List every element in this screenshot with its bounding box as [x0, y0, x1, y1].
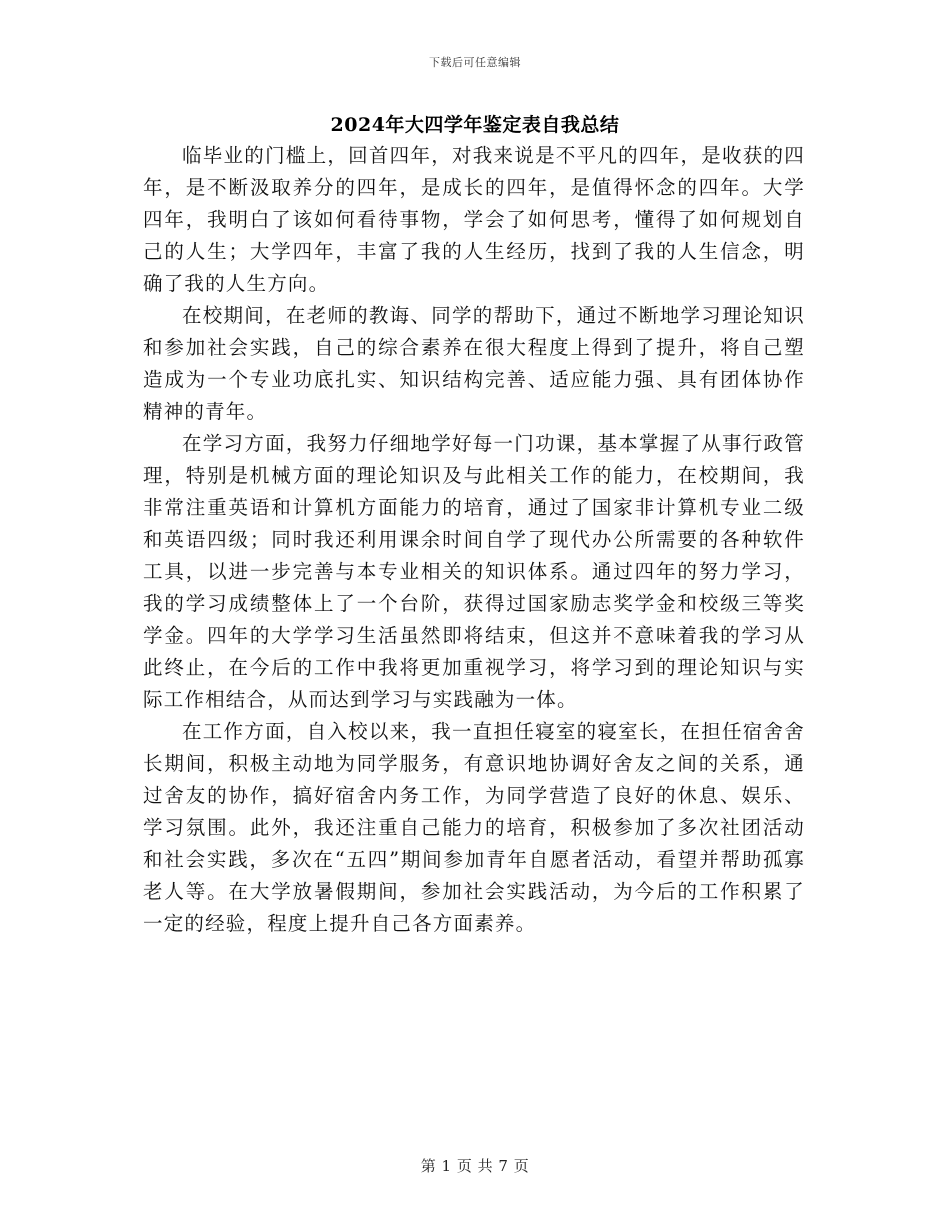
- paragraph-work: 在工作方面，自入校以来，我一直担任寝室的寝室长，在担任宿舍舍长期间，积极主动地为同学服务，有意识地协调好舍友之间的关系，通过舍友的协作，搞好宿舍内务工作，为同学营造了良好的休息、娱乐、学习氛围。此外，我还注重自己能力的培育，积极参加了多次社团活动和社会实践，多次在“五四”期间参加青年自愿者活动，看望并帮助孤寡老人等。在大学放暑假期间，参加社会实践活动，为今后的工作积累了一定的经验，程度上提升自己各方面素养。: [143, 720, 805, 935]
- paragraph-intro: 临毕业的门槛上，回首四年，对我来说是不平凡的四年，是收获的四年，是不断汲取养分的四年，是成长的四年，是值得怀念的四年。大学四年，我明白了该如何看待事物，学会了如何思考，懂得了如何规划自己的人生；大学四年，丰富了我的人生经历，找到了我的人生信念，明确了我的人生方向。: [143, 144, 805, 295]
- document-title: 2024年大四学年鉴定表自我总结: [330, 114, 620, 136]
- page-header-note: 下载后可任意编辑: [429, 56, 521, 69]
- document-body: [143, 140, 805, 940]
- paragraph-study: 在学习方面，我努力仔细地学好每一门功课，基本掌握了从事行政管理，特别是机械方面的理论知识及与此相关工作的能力，在校期间，我非常注重英语和计算机方面能力的培育，通过了国家非计算机专业二级和英语四级；同时我还利用课余时间自学了现代办公所需要的各种软件工具，以进一步完善与本专业相关的知识体系。通过四年的努力学习，我的学习成绩整体上了一个台阶，获得过国家励志奖学金和校级三等奖学金。四年的大学学习生活虽然即将结束，但这并不意味着我的学习从此终止，在今后的工作中我将更加重视学习，将学习到的理论知识与实际工作相结合，从而达到学习与实践融为一体。: [143, 432, 805, 711]
- page-number: 第 1 页 共 7 页: [420, 1157, 530, 1175]
- paragraph-school-period: 在校期间，在老师的教诲、同学的帮助下，通过不断地学习理论知识和参加社会实践，自己的综合素养在很大程度上得到了提升，将自己塑造成为一个专业功底扎实、知识结构完善、适应能力强、具有团体协作精神的青年。: [143, 304, 805, 423]
